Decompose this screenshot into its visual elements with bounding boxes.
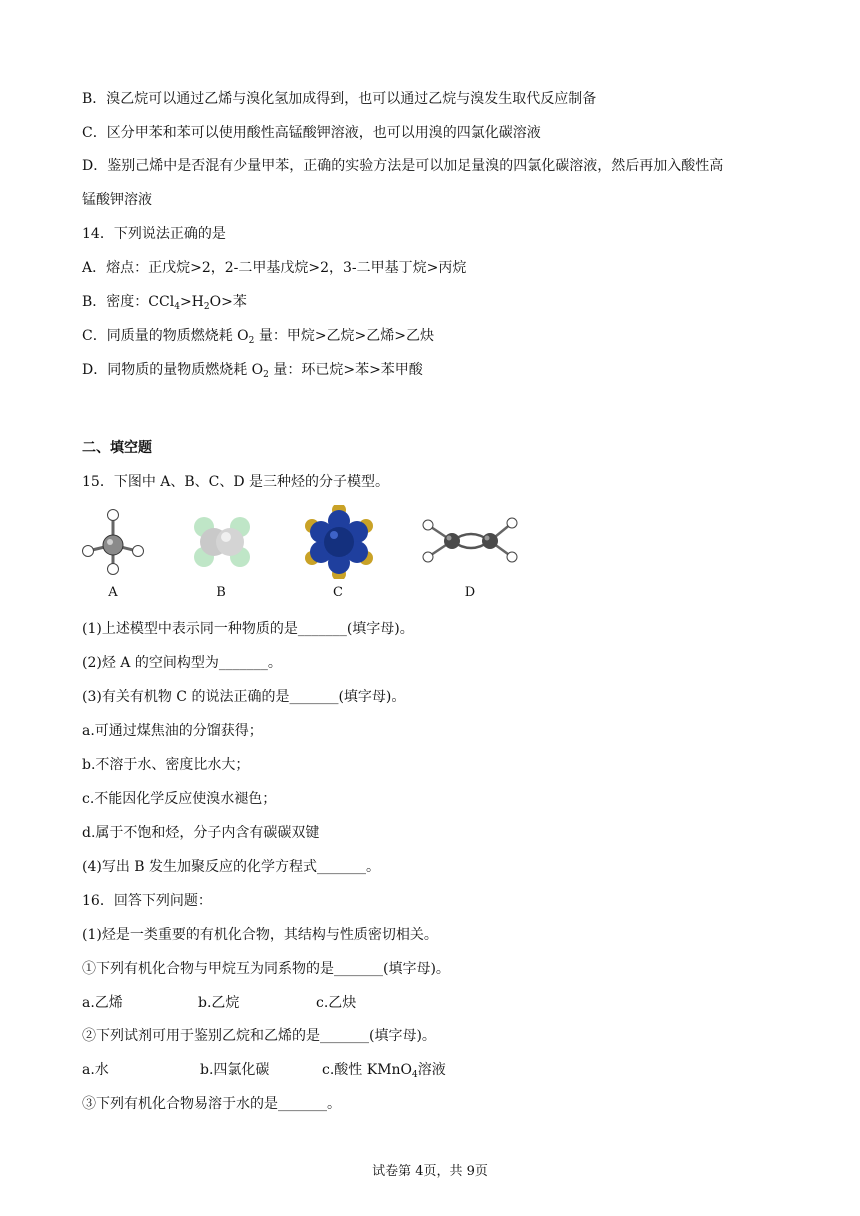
model-label-d: D	[464, 585, 476, 600]
model-b-ethylene-space-filling	[190, 505, 254, 577]
model-d-ethylene-ball-stick	[418, 505, 522, 577]
page-footer: 试卷第 4页，共 9页	[372, 1164, 488, 1179]
q14-b-text: O>苯	[209, 294, 247, 310]
option-a: a.水	[82, 1062, 109, 1078]
q16-part1-q3: ③下列有机化合物易溶于水的是_______。	[82, 1096, 341, 1112]
q15-part1: (1)上述模型中表示同一种物质的是_______(填字母)。	[82, 621, 414, 637]
q15-part3-option-c: c.不能因化学反应使溴水褪色；	[82, 791, 277, 807]
q15-part3-option-d: d.属于不饱和烃，分子内含有碳碳双键	[82, 825, 320, 841]
model-c-benzene-space-filling	[302, 505, 376, 579]
q14-option-a: A．熔点：正戊烷>2，2-二甲基戊烷>2，3-二甲基丁烷>丙烷	[82, 260, 467, 276]
option-a: a.乙烯	[82, 995, 123, 1011]
q14-option-d	[82, 360, 423, 385]
q15-part3-option-b: b.不溶于水、密度比水大；	[82, 757, 250, 773]
q16-part1-q2-options	[82, 1060, 446, 1085]
subscript: 2	[203, 302, 210, 312]
q16-stem: 16．回答下列问题：	[82, 893, 212, 909]
option-c: c.乙炔	[316, 995, 357, 1011]
q13-option-d-line1: D．鉴别己烯中是否混有少量甲苯，正确的实验方法是可以加足量溴的四氯化碳溶液，然后再加入酸性高	[82, 158, 724, 174]
q14-c-text: C．同质量的物质燃烧耗 O	[82, 328, 249, 344]
q15-part2: (2)烃 A 的空间构型为_______。	[82, 655, 282, 671]
q13-option-d-line2: 锰酸钾溶液	[82, 192, 152, 208]
q16-part1-q1-options	[82, 993, 356, 1013]
subscript: 4	[174, 302, 180, 312]
option-c-text: 溶液	[417, 1062, 446, 1078]
q14-option-b	[82, 292, 247, 317]
option-b: b.四氯化碳	[200, 1062, 270, 1078]
option-b: b.乙烷	[198, 995, 240, 1011]
q14-option-c	[82, 326, 434, 351]
q13-option-c: C．区分甲苯和苯可以使用酸性高锰酸钾溶液，也可以用溴的四氯化碳溶液	[82, 125, 541, 141]
subscript: 2	[248, 336, 255, 346]
subscript: 2	[263, 370, 269, 380]
q16-part1-q1: ①下列有机化合物与甲烷互为同系物的是_______(填字母)。	[82, 961, 450, 977]
q15-stem: 15．下图中 A、B、C、D 是三种烃的分子模型。	[82, 474, 390, 490]
q14-d-text: D．同物质的量物质燃烧耗 O	[82, 362, 264, 378]
q14-stem: 14．下列说法正确的是	[82, 226, 226, 242]
molecule-models-figure	[82, 505, 542, 615]
model-label-b: B	[216, 585, 226, 600]
subscript: 4	[412, 1070, 418, 1080]
q15-part3: (3)有关有机物 C 的说法正确的是_______(填字母)。	[82, 689, 406, 705]
q13-option-b: B．溴乙烷可以通过乙烯与溴化氢加成得到，也可以通过乙烷与溴发生取代反应制备	[82, 91, 597, 107]
q14-b-text: >H	[179, 294, 204, 310]
model-a-methane-ball-stick	[82, 505, 148, 577]
q15-part4: (4)写出 B 发生加聚反应的化学方程式_______。	[82, 859, 381, 875]
section-heading: 二、填空题	[82, 440, 152, 456]
q15-part3-option-a: a.可通过煤焦油的分馏获得；	[82, 723, 263, 739]
q16-part1: (1)烃是一类重要的有机化合物，其结构与性质密切相关。	[82, 927, 438, 943]
option-c	[322, 1060, 446, 1085]
q14-b-text: B．密度：CCl	[82, 294, 175, 310]
model-label-c: C	[333, 585, 343, 600]
q14-c-text: 量：甲烷>乙烷>乙烯>乙炔	[254, 328, 435, 344]
q16-part1-q2: ②下列试剂可用于鉴别乙烷和乙烯的是_______(填字母)。	[82, 1028, 436, 1044]
model-label-a: A	[108, 585, 118, 600]
q14-d-text: 量：环已烷>苯>苯甲酸	[268, 362, 423, 378]
option-c-text: c.酸性 KMnO	[322, 1062, 413, 1078]
